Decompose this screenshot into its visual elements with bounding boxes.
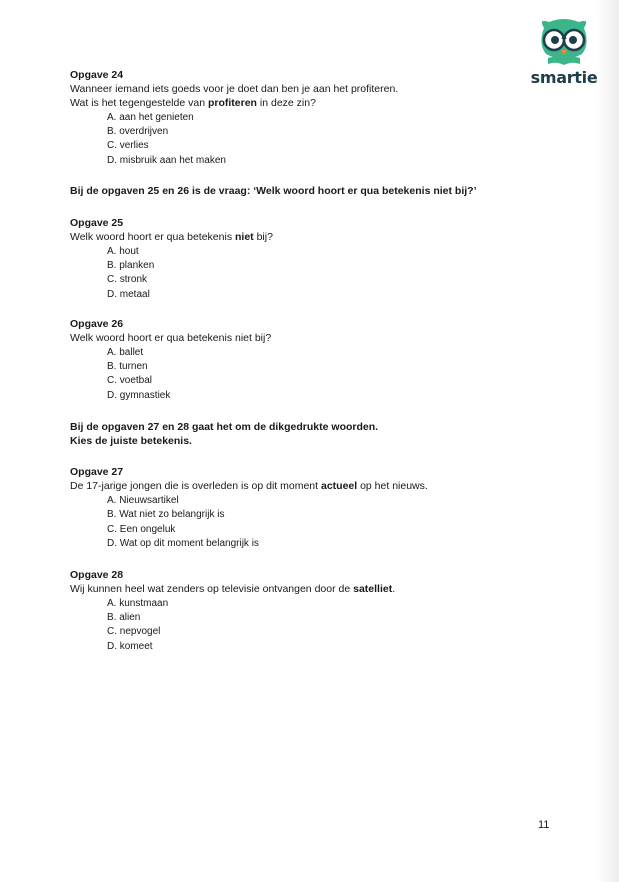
q27-keyword: actueel [320, 480, 358, 492]
instruction-q27-q28-line1: Bij de opgaven 27 en 28 gaat het om de dikgedrukte woorden. [70, 421, 379, 433]
q25-option-c: C. stronk [107, 274, 148, 285]
q28-text: Wij kunnen heel wat zenders op televisie ontvangen door de satelliet. [70, 583, 396, 595]
q27-option-b: B. Wat niet zo belangrijk is [107, 509, 225, 520]
q27-text: De 17-jarige jongen die is overleden is op dit moment actueel op het nieuws. [70, 480, 428, 492]
q24-text-line1: Wanneer iemand iets goeds voor je doet dan ben je aan het profiteren. [70, 83, 399, 95]
smartie-logo [528, 18, 600, 88]
q26-option-b: B. turnen [107, 361, 148, 372]
owl-icon [534, 18, 594, 68]
q26-option-a: A. ballet [107, 347, 144, 358]
q28-option-c: C. nepvogel [107, 626, 161, 637]
q24-text-line2: Wat is het tegengestelde van profiteren in deze zin? [70, 97, 316, 109]
q24-option-d: D. misbruik aan het maken [107, 155, 226, 166]
q26-option-d: D. gymnastiek [107, 390, 171, 401]
q25-option-b: B. planken [107, 260, 155, 271]
q24-option-a: A. aan het genieten [107, 112, 194, 123]
q25-keyword: niet [234, 231, 254, 243]
q27-option-c: C. Een ongeluk [107, 524, 176, 535]
q24-option-c: C. verlies [107, 140, 149, 151]
q27-title: Opgave 27 [70, 466, 124, 478]
brand-name: smartie [530, 68, 598, 87]
q27-option-d: D. Wat op dit moment belangrijk is [107, 538, 259, 549]
q26-text: Welk woord hoort er qua betekenis niet bij? [70, 332, 272, 344]
q25-option-a: A. hout [107, 246, 139, 257]
q24-title: Opgave 24 [70, 69, 124, 81]
instruction-q25-q26: Bij de opgaven 25 en 26 is de vraag: ‘Welk woord hoort er qua betekenis niet bij?’ [70, 185, 477, 197]
q24-option-b: B. overdrijven [107, 126, 169, 137]
q26-option-c: C. voetbal [107, 375, 153, 386]
q25-title: Opgave 25 [70, 217, 124, 229]
q28-title: Opgave 28 [70, 569, 124, 581]
q28-option-d: D. komeet [107, 641, 153, 652]
page-number: 11 [538, 819, 550, 831]
q28-option-a: A. kunstmaan [107, 598, 169, 609]
q25-text: Welk woord hoort er qua betekenis niet bij? [70, 231, 273, 243]
q26-title: Opgave 26 [70, 318, 124, 330]
q28-option-b: B. alien [107, 612, 141, 623]
q28-keyword: satelliet [353, 583, 393, 595]
q24-keyword: profiteren [207, 97, 257, 109]
q27-option-a: A. Nieuwsartikel [107, 495, 179, 506]
instruction-q27-q28-line2: Kies de juiste betekenis. [70, 435, 192, 447]
q25-option-d: D. metaal [107, 289, 150, 300]
page-edge-shadow [597, 0, 619, 882]
